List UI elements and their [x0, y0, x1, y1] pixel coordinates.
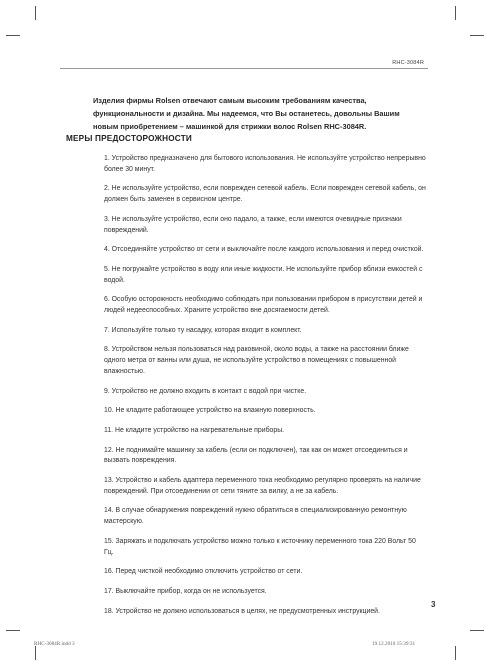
footer-timestamp: 19.12.2010 15:39:31: [372, 641, 416, 647]
crop-mark-bottom-right-h: [470, 630, 484, 631]
intro-paragraph: Изделия фирмы Rolsen отвечают самым высоким требованиям качества, функциональности и дизайна. Мы надеемся, что Вы останетесь, довольны Вашим новым приобретением – машинкой для стрижки волос Rolsen RHC-3084R.: [93, 96, 400, 131]
precautions-list: [104, 154, 426, 626]
list-item: 8. Устройством нельзя пользоваться над раковиной, около воды, а также на расстоянии ближе одного метра от ванны или душа, не используйте устройство в помещениях с повышенной влажностью.: [104, 346, 409, 375]
crop-mark-top-left-h: [6, 35, 20, 36]
crop-mark-top-left-v: [35, 6, 36, 20]
list-item: 9. Устройство не должно входить в контакт с водой при чистке.: [104, 387, 307, 395]
list-item: 16. Перед чисткой необходимо отключить устройство от сети.: [104, 568, 303, 576]
list-item: 13. Устройство и кабель адаптера переменного тока необходимо регулярно проверять на наличие повреждений. При отсоединении от сети тяните за вилку, а не за кабель.: [104, 477, 421, 495]
page-number: 3: [431, 600, 436, 609]
list-item: 4. Отсоединяйте устройство от сети и выключайте после каждого использования и перед очисткой.: [104, 246, 424, 254]
list-item: 12. Не поднимайте машинку за кабель (если он подключен), так как он может отсоединиться и вызвать повреждения.: [104, 446, 408, 465]
list-item: 2. Не используйте устройство, если поврежден сетевой кабель. Если поврежден сетевой кабель, он должен быть заменен в сервисном центре.: [104, 185, 426, 204]
list-item: 6. Особую осторожность необходимо соблюдать при пользовании прибором в присутствии детей и людей недееспособных. Храните устройство вне досягаемости детей.: [104, 296, 423, 315]
crop-mark-top-right-v: [455, 6, 456, 20]
list-item: 11. Не кладите устройство на нагревательные приборы.: [104, 426, 285, 434]
crop-mark-bottom-left-v: [35, 646, 36, 660]
crop-mark-bottom-right-v: [455, 646, 456, 660]
list-item: 17. Выключайте прибор, когда он не используется.: [104, 587, 267, 595]
crop-mark-bottom-left-h: [6, 630, 20, 631]
list-item: 1. Устройство предназначено для бытового использования. Не используйте устройство непрерывно более 30 минут.: [104, 155, 426, 173]
header-rule: [60, 68, 428, 69]
footer-filename: RHC-3084R.indd 3: [34, 641, 75, 647]
list-item: 14. В случае обнаружения повреждений нужно обратиться в специализированную ремонтную мастерскую.: [104, 507, 407, 526]
list-item: 7. Используйте только ту насадку, которая входит в комплект.: [104, 326, 302, 334]
model-header: RHC-3084R: [392, 60, 424, 66]
list-item: 5. Не погружайте устройство в воду или иные жидкости. Не используйте прибор вблизи емкостей с водой.: [104, 265, 423, 284]
crop-mark-top-right-h: [470, 35, 484, 36]
list-item: 3. Не используйте устройство, если оно падало, а также, если имеются очевидные признаки повреждений.: [104, 215, 402, 234]
list-item: 10. Не кладите работающее устройство на влажную поверхность.: [104, 407, 316, 415]
list-item: 15. Заряжать и подключать устройство можно только к источнику переменного тока 220 Вольт 50 Гц.: [104, 537, 416, 556]
section-title: МЕРЫ ПРЕДОСТОРОЖНОСТИ: [66, 134, 193, 143]
list-item: 18. Устройство не должно использоваться в целях, не предусмотренных инструкцией.: [104, 607, 380, 615]
